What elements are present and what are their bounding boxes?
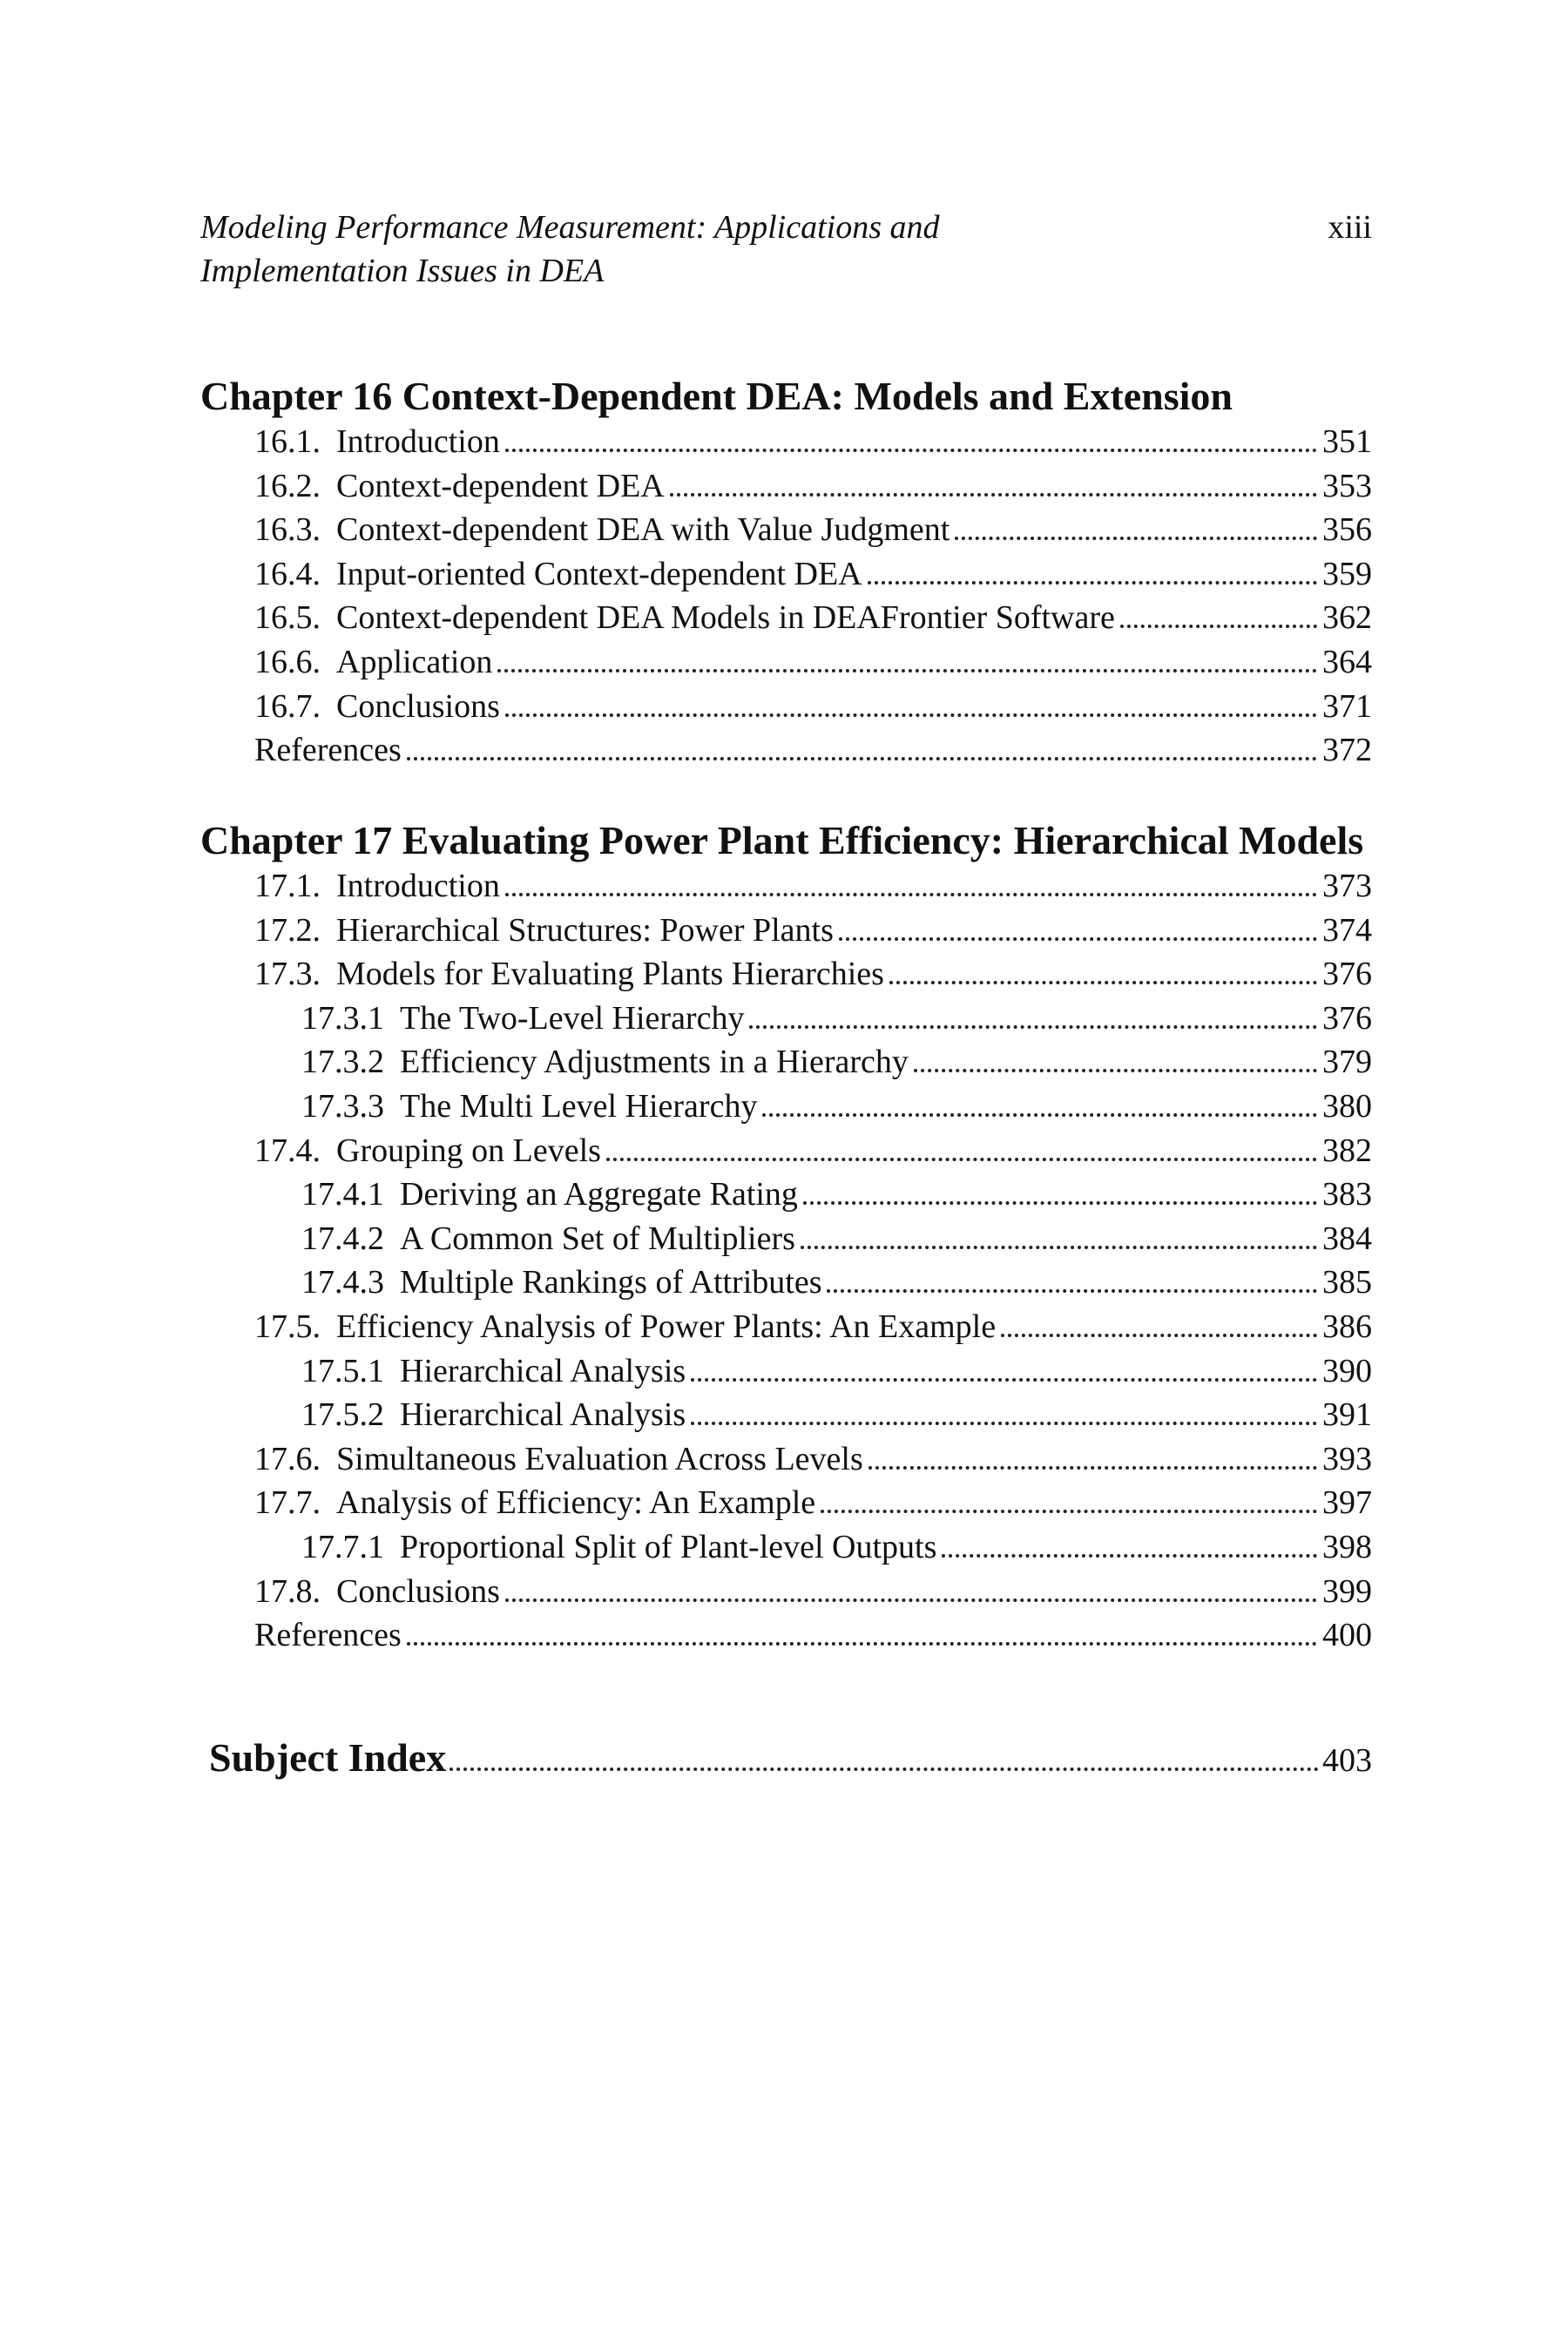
dot-leader (821, 1510, 1317, 1513)
dot-leader (505, 1598, 1317, 1602)
toc-entry-title: Analysis of Efficiency: An Example (336, 1484, 816, 1522)
dot-leader (749, 1025, 1317, 1029)
book-page (200, 0, 1372, 2352)
toc-entry-title: References (254, 732, 402, 769)
chapter-heading: Chapter 16 Context-Dependent DEA: Models and Extension (200, 374, 1233, 418)
toc-entry-title: The Two-Level Hierarchy (400, 999, 745, 1037)
toc-entry (200, 685, 1372, 729)
toc-subentry (200, 1393, 1372, 1437)
toc-subentry (200, 1173, 1372, 1217)
toc-entry-title: Hierarchical Structures: Power Plants (336, 911, 834, 949)
toc-entry-page: 359 (1322, 555, 1372, 592)
toc-entry-references (200, 1613, 1372, 1658)
toc-entry (200, 952, 1372, 997)
toc-entry-title: Efficiency Analysis of Power Plants: An Example (336, 1308, 997, 1345)
dot-leader (839, 937, 1317, 941)
toc-entry (200, 864, 1372, 909)
toc-entry-title: Introduction (336, 423, 500, 460)
toc-entry-page: 385 (1322, 1264, 1372, 1301)
toc-entry-number: 16.3. (254, 511, 321, 549)
toc-entry-title: Models for Evaluating Plants Hierarchies (336, 956, 884, 993)
toc-entry-number: 16.5. (254, 599, 321, 637)
toc-entry (200, 464, 1372, 509)
dot-leader (955, 537, 1317, 540)
toc-entry-title: Context-dependent DEA Models in DEAFrontier Software (336, 599, 1115, 637)
dot-leader (762, 1113, 1317, 1117)
toc-entry-title: Proportional Split of Plant-level Outputs (400, 1528, 937, 1565)
toc-entry (200, 420, 1372, 464)
toc-entry (200, 508, 1372, 552)
toc-entry-page: 382 (1322, 1132, 1372, 1169)
toc-entry-title: Grouping on Levels (336, 1132, 601, 1169)
toc-entry-title: Multiple Rankings of Attributes (400, 1264, 822, 1301)
toc-entry-page: 390 (1322, 1352, 1372, 1389)
toc-entry-references (200, 728, 1372, 773)
toc-entry-number: 17.3.1 (301, 999, 384, 1037)
toc-entry-page: 399 (1322, 1572, 1372, 1610)
toc-subentry (200, 1349, 1372, 1394)
running-title (200, 206, 1071, 293)
toc-entry-number: 17.5. (254, 1308, 321, 1345)
toc-entry-number: 17.3. (254, 956, 321, 993)
toc-entry-page: 400 (1322, 1617, 1372, 1654)
chapter-heading: Chapter 17 Evaluating Power Plant Efficiency: Hierarchical Models (200, 818, 1364, 862)
dot-leader (1001, 1334, 1317, 1337)
toc-entry-title: Conclusions (336, 1572, 500, 1610)
toc-entry-number: 16.7. (254, 687, 321, 725)
dot-leader (889, 981, 1317, 984)
dot-leader (505, 449, 1317, 452)
toc-entry-number: 16.6. (254, 643, 321, 680)
toc-entry-title: Application (336, 643, 493, 680)
toc-entry-number: 17.3.3 (301, 1087, 384, 1125)
toc-entry-number: 17.1. (254, 868, 321, 904)
toc-entry-number: 17.5.2 (301, 1396, 384, 1434)
dot-leader (1120, 625, 1317, 628)
dot-leader (868, 581, 1317, 585)
toc-entry-page: 374 (1322, 911, 1372, 949)
toc-entry-number: 17.3.2 (301, 1044, 384, 1081)
toc-entry-number: 17.7.1 (301, 1528, 384, 1565)
dot-leader (407, 757, 1317, 760)
toc-entry-title: Context-dependent DEA with Value Judgment (336, 511, 950, 549)
toc-entry-page: 362 (1322, 599, 1372, 637)
toc-entry-title: The Multi Level Hierarchy (400, 1087, 758, 1125)
toc-entry (200, 909, 1372, 953)
toc-entry-page: 391 (1322, 1396, 1372, 1434)
toc-entry (200, 596, 1372, 640)
toc-entry-title: Hierarchical Analysis (400, 1352, 686, 1389)
toc-entry-title: Deriving an Aggregate Rating (400, 1176, 798, 1213)
toc-entry-page: 353 (1322, 467, 1372, 504)
dot-leader (407, 1642, 1317, 1646)
toc-entry-page: 376 (1322, 999, 1372, 1037)
toc-entry-title: Introduction (336, 868, 500, 904)
toc-subentry (200, 1217, 1372, 1261)
toc-entry-number: 16.4. (254, 555, 321, 592)
toc-entry-number: 17.2. (254, 911, 321, 949)
dot-leader (505, 893, 1317, 896)
toc-entry-page: 379 (1322, 1044, 1372, 1081)
dot-leader (670, 493, 1317, 497)
dot-leader (691, 1378, 1317, 1382)
toc-entry-number: 17.4.3 (301, 1264, 384, 1301)
toc-entry-title: Hierarchical Analysis (400, 1396, 686, 1434)
page-number: xiii (1328, 209, 1372, 246)
toc-entry-title: Context-dependent DEA (336, 467, 665, 504)
toc-entry-title: A Common Set of Multipliers (400, 1220, 795, 1257)
toc-subentry (200, 1260, 1372, 1305)
toc-entry-number: 17.4.2 (301, 1220, 384, 1257)
toc-entry (200, 1437, 1372, 1482)
toc-entry-page: 380 (1322, 1087, 1372, 1125)
subject-index-entry (209, 1734, 1372, 1785)
toc-entry-number: 17.8. (254, 1572, 321, 1610)
dot-leader (868, 1466, 1317, 1470)
toc-entry-page: 373 (1322, 868, 1372, 904)
dot-leader (914, 1069, 1317, 1072)
toc-entry-number: 17.4.1 (301, 1176, 384, 1213)
dot-leader (505, 713, 1317, 717)
running-title-line-2: Implementation Issues in DEA (200, 253, 605, 289)
dot-leader (801, 1246, 1317, 1249)
toc-subentry (200, 1085, 1372, 1129)
toc-entry-title: References (254, 1617, 402, 1654)
toc-subentry (200, 1525, 1372, 1570)
running-head (200, 206, 1372, 293)
toc-entry (200, 1129, 1372, 1173)
toc-entry-page: 393 (1322, 1440, 1372, 1477)
toc-entry-number: 17.4. (254, 1132, 321, 1169)
dot-leader (827, 1289, 1317, 1293)
dot-leader (691, 1422, 1317, 1425)
toc-entry (200, 1570, 1372, 1614)
toc-subentry (200, 1040, 1372, 1085)
toc-entry-page: 383 (1322, 1176, 1372, 1213)
toc-entry (200, 640, 1372, 685)
toc-entry-number: 17.7. (254, 1484, 321, 1522)
toc-list (200, 864, 1372, 1658)
toc-entry-number: 16.1. (254, 423, 321, 460)
toc-entry (200, 1305, 1372, 1349)
toc-entry-number: 16.2. (254, 467, 321, 504)
dot-leader (606, 1158, 1317, 1161)
dot-leader (497, 669, 1317, 672)
toc-entry-page: 397 (1322, 1484, 1372, 1522)
toc-entry-title: Input-oriented Context-dependent DEA (336, 555, 862, 592)
dot-leader (803, 1201, 1317, 1205)
toc-entry-page: 376 (1322, 956, 1372, 993)
dot-leader (942, 1554, 1317, 1558)
toc-list (200, 420, 1372, 773)
toc-entry-page: 371 (1322, 687, 1372, 725)
toc-entry-page: 372 (1322, 732, 1372, 769)
toc-entry-page: 398 (1322, 1528, 1372, 1565)
chapter-16-section (200, 375, 1372, 773)
toc-entry-title: Efficiency Adjustments in a Hierarchy (400, 1044, 909, 1081)
running-title-line-1: Modeling Performance Measurement: Applications and (200, 209, 940, 246)
toc-entry-title: Simultaneous Evaluation Across Levels (336, 1440, 863, 1477)
toc-entry-page: 386 (1322, 1308, 1372, 1345)
chapter-17-section (200, 819, 1372, 1658)
toc-entry-page: 364 (1322, 643, 1372, 680)
toc-subentry (200, 997, 1372, 1041)
toc-entry-page: 351 (1322, 423, 1372, 460)
toc-entry-page: 384 (1322, 1220, 1372, 1257)
toc-entry (200, 552, 1372, 597)
toc-entry-number: 17.5.1 (301, 1352, 384, 1389)
dot-leader (449, 1767, 1319, 1771)
subject-index-label: Subject Index (209, 1735, 447, 1780)
toc-entry (200, 1481, 1372, 1525)
toc-entry-page: 356 (1322, 511, 1372, 549)
toc-entry-title: Conclusions (336, 687, 500, 725)
toc-entry-number: 17.6. (254, 1440, 321, 1477)
subject-index-page: 403 (1322, 1742, 1372, 1779)
